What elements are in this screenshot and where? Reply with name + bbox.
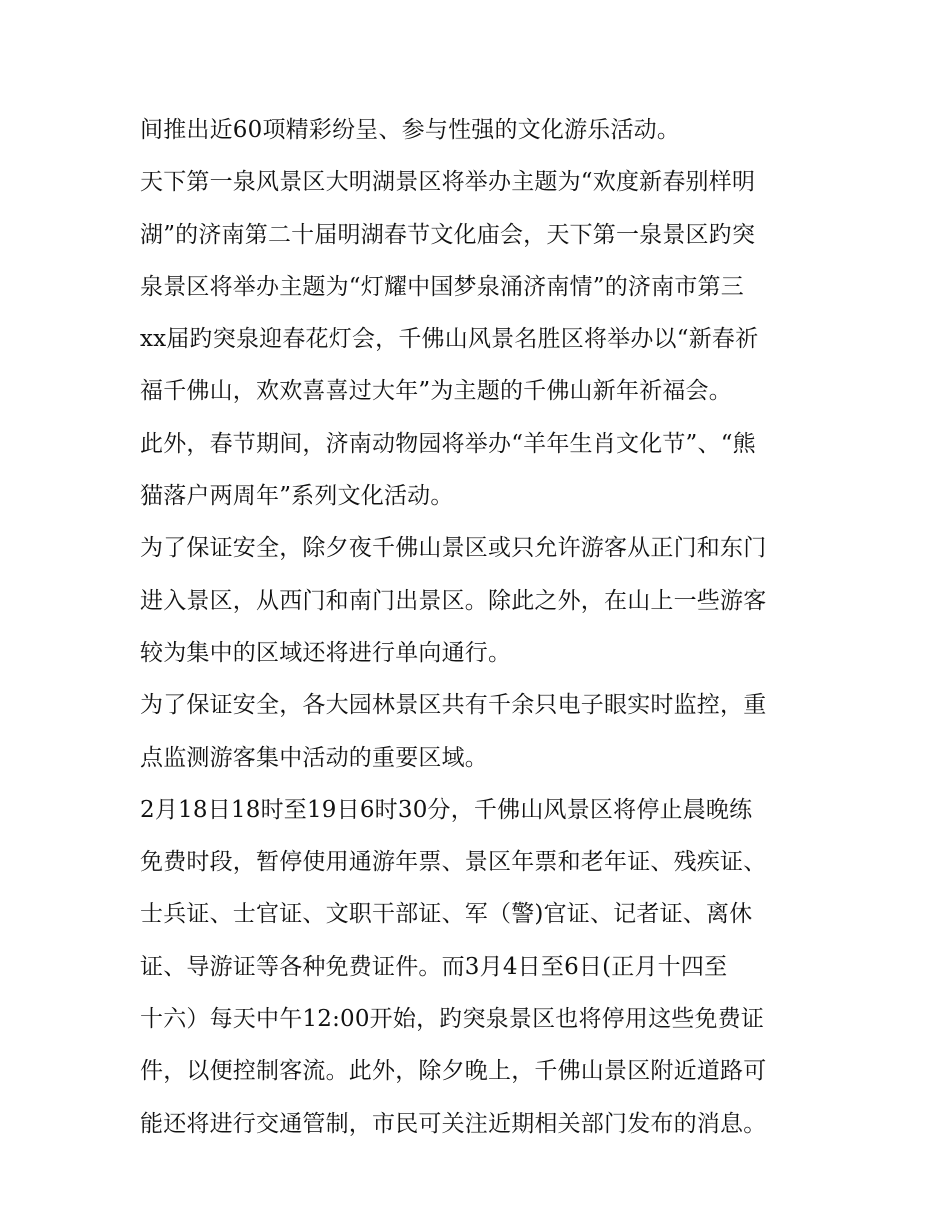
text-line: 件，以便控制客流。此外，除夕晚上，千佛山景区附近道路可: [140, 1058, 767, 1085]
text-line: 为了保证安全，除夕夜千佛山景区或只允许游客从正门和东门: [140, 535, 767, 562]
text-line: xx届趵突泉迎春花灯会，千佛山风景名胜区将举办以“新春祈: [140, 326, 759, 353]
text-line: 能还将进行交通管制，市民可关注近期相关部门发布的消息。: [140, 1110, 767, 1137]
text-line: 证、导游证等各种免费证件。而3月4日至6日(正月十四至: [140, 953, 728, 980]
text-line: 十六）每天中午12:00开始，趵突泉景区也将停用这些免费证: [140, 1006, 765, 1033]
text-line: 天下第一泉风景区大明湖景区将举办主题为“欢度新春别样明: [140, 169, 756, 196]
text-line: 士兵证、士官证、文职干部证、军（警)官证、记者证、离休: [140, 901, 753, 928]
text-line: 免费时段，暂停使用通游年票、景区年票和老年证、残疾证、: [140, 849, 767, 876]
text-line: 点监测游客集中活动的重要区域。: [140, 744, 488, 771]
text-line: 进入景区，从西门和南门出景区。除此之外，在山上一些游客: [140, 587, 767, 614]
text-line: 此外，春节期间，济南动物园将举办“羊年生肖文化节”、“熊: [140, 430, 756, 457]
document-body: [140, 104, 820, 1150]
text-line: 湖”的济南第二十届明湖春节文化庙会，天下第一泉景区趵突: [140, 221, 756, 248]
text-line: 福千佛山，欢欢喜喜过大年”为主题的千佛山新年祈福会。: [140, 378, 732, 405]
text-line: 泉景区将举办主题为“灯耀中国梦泉涌济南情”的济南市第三: [140, 273, 744, 300]
text-line: 为了保证安全，各大园林景区共有千余只电子眼实时监控，重: [140, 692, 767, 719]
text-line: 2月18日18时至19日6时30分，千佛山风景区将停止晨晚练: [140, 796, 753, 823]
text-line: 间推出近60项精彩纷呈、参与性强的文化游乐活动。: [140, 117, 681, 143]
text-line: 猫落户两周年”系列文化活动。: [140, 483, 454, 510]
text-line: 较为集中的区域还将进行单向通行。: [140, 639, 512, 666]
